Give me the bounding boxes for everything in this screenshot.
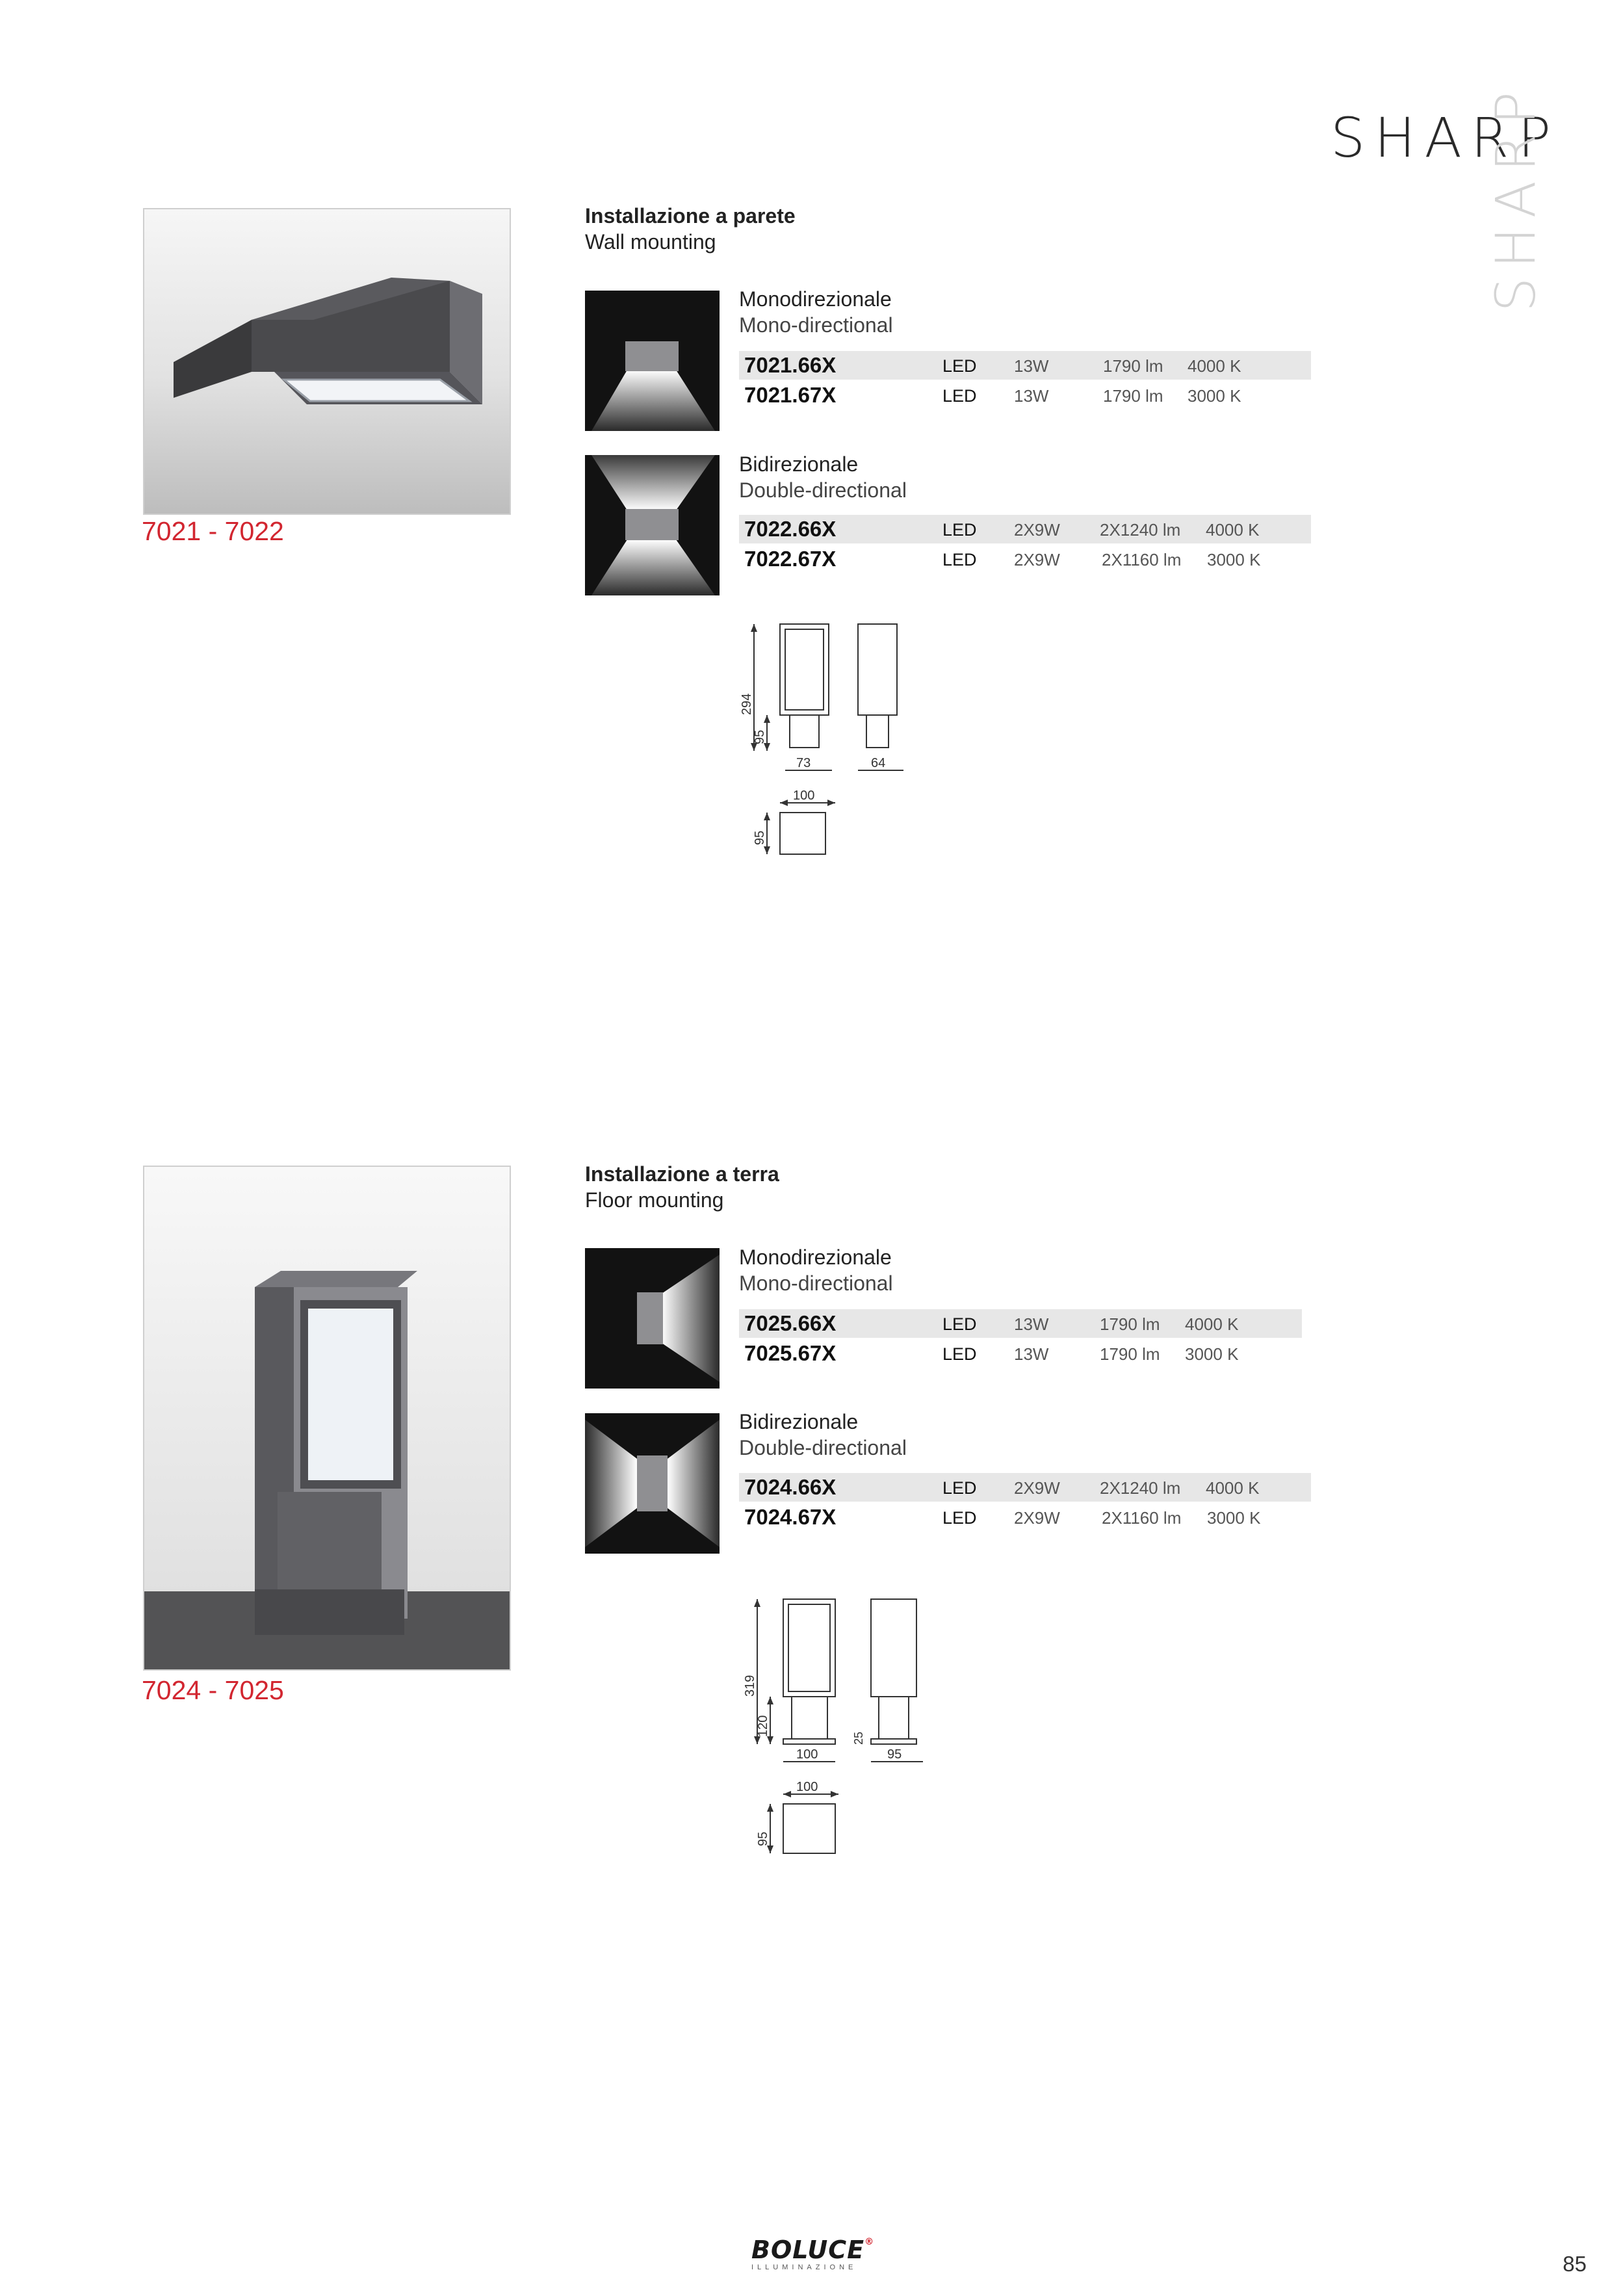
group-name-it: Bidirezionale [739,452,859,476]
dim-height: 294 [740,693,754,715]
bidir-light-thumb [585,1413,720,1554]
logo-main: BOLUCE [751,2236,865,2264]
group-name-en: Double-directional [739,478,907,502]
group-name-en: Mono-directional [739,1272,893,1295]
group-name-it: Monodirezionale [739,1246,892,1269]
dim-side-width: 95 [887,1747,902,1762]
table-row: 7022.67X LED 2X9W 2X1160 lm 3000 K [744,547,1261,571]
page-number: 85 [1563,2252,1587,2276]
product-photo-wall [143,208,511,515]
dim-plate-width: 100 [796,1780,818,1794]
wall-lamp-illustration [144,209,510,514]
dim-front-width: 100 [796,1747,818,1762]
logo-sub: ILLUMINAZIONE [751,2263,857,2271]
dim-plate-width: 100 [793,789,815,803]
series-label-1: 7021 - 7022 [142,516,284,546]
brand-title: SHARP [1331,106,1560,170]
dim-base: 95 [753,729,767,744]
dim-plate-height: 95 [753,830,767,845]
boluce-logo: BOLUCE® ILLUMINAZIONE [751,2236,875,2271]
mono-light-thumb [585,291,720,431]
dimension-drawing-wall [734,618,929,871]
dim-plate-height: 95 [756,1831,770,1846]
brand-side-title: SHARP [1484,83,1548,312]
install-heading-en: Wall mounting [585,230,716,254]
dim-height: 319 [743,1675,757,1697]
series-label-2: 7024 - 7025 [142,1675,284,1705]
bidir-light-thumb [585,455,720,595]
table-row: 7025.67X LED 13W 1790 lm 3000 K [744,1341,1239,1365]
group-name-en: Mono-directional [739,313,893,337]
table-row: 7021.66X LED 13W 1790 lm 4000 K [739,351,1311,380]
table-row: 7021.67X LED 13W 1790 lm 3000 K [744,383,1241,407]
mono-light-thumb [585,1248,720,1389]
table-row: 7022.66X LED 2X9W 2X1240 lm 4000 K [739,515,1311,543]
group-name-it: Bidirezionale [739,1410,859,1433]
group-name-it: Monodirezionale [739,287,892,311]
bollard-illustration [144,1167,510,1669]
install-heading-it: Installazione a parete [585,204,796,228]
dim-front-width: 73 [796,756,811,770]
table-row: 7024.67X LED 2X9W 2X1160 lm 3000 K [744,1505,1261,1529]
dim-base: 25 [852,1731,865,1745]
dimension-drawing-floor [734,1593,949,1866]
install-heading-en: Floor mounting [585,1188,724,1212]
dim-post: 120 [756,1715,770,1737]
table-row: 7025.66X LED 13W 1790 lm 4000 K [739,1309,1302,1338]
table-row: 7024.66X LED 2X9W 2X1240 lm 4000 K [739,1473,1311,1502]
group-name-en: Double-directional [739,1436,907,1459]
install-heading-it: Installazione a terra [585,1162,779,1186]
product-photo-floor [143,1166,511,1671]
dim-side-width: 64 [871,756,886,770]
